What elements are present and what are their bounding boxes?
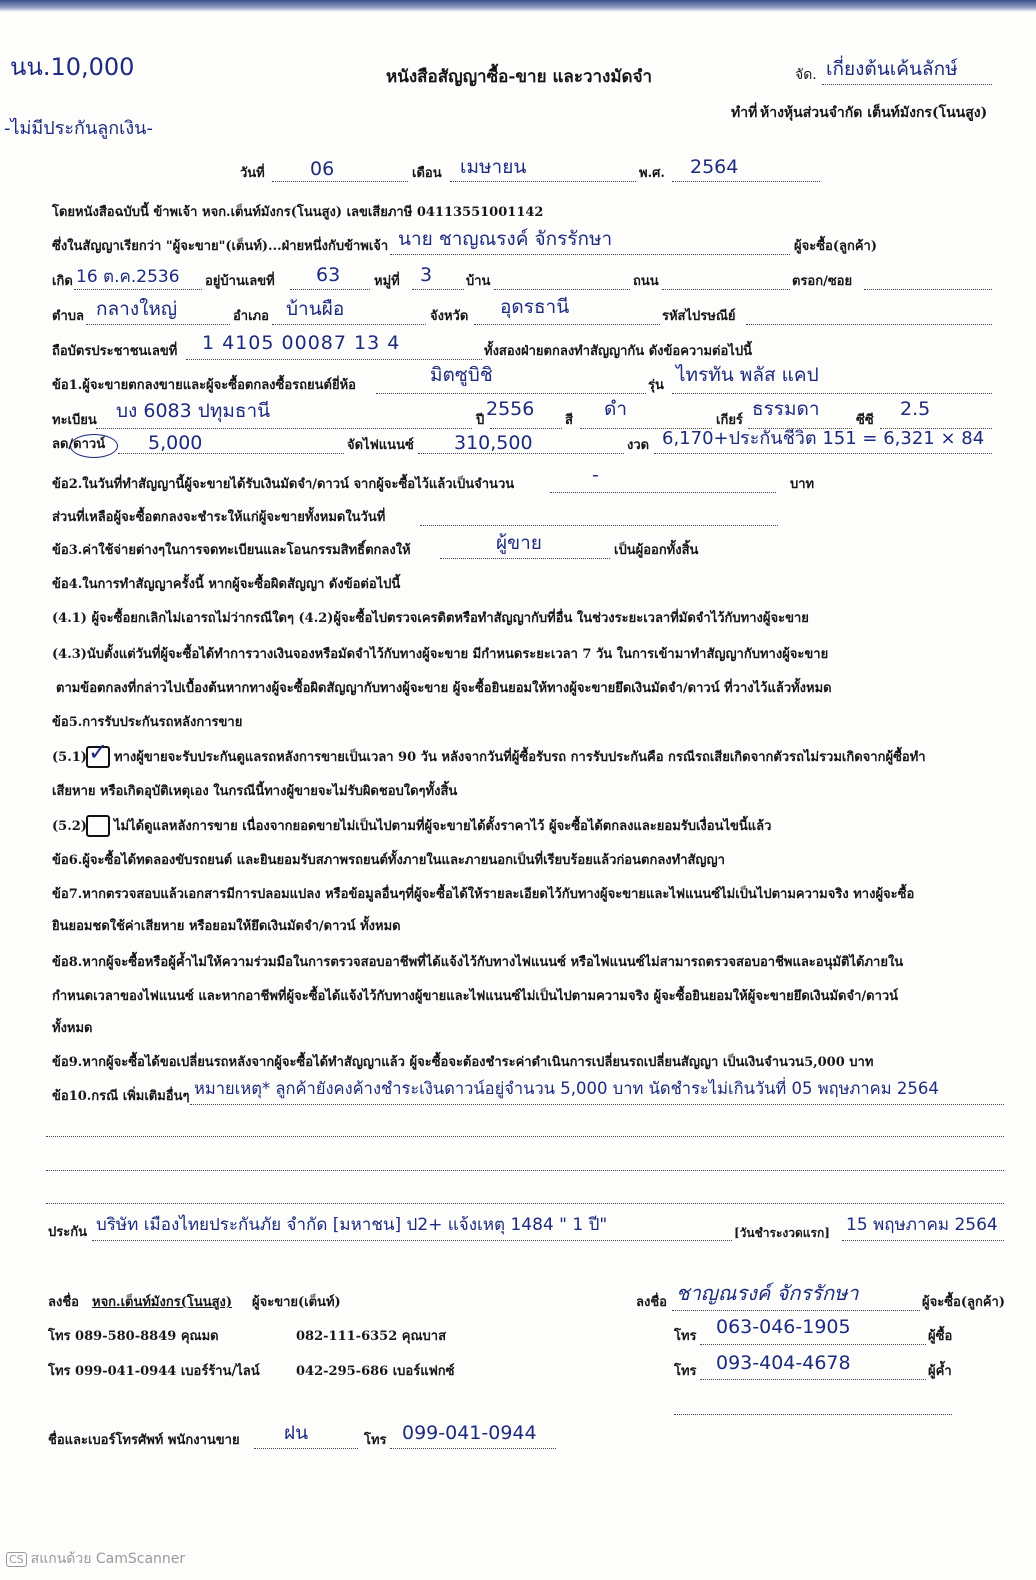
insurance-line (92, 1240, 732, 1241)
district-value: บ้านผือ (286, 298, 345, 320)
finance-value: 310,500 (454, 432, 533, 454)
clause5: ข้อ5.การรับประกันรถหลังการขาย (52, 715, 243, 730)
birth-line (74, 289, 202, 290)
month-line (450, 181, 636, 182)
down-value: 5,000 (148, 432, 203, 454)
village-line (494, 289, 630, 290)
id-label: ถือบัตรประชาชนเลขที่ (52, 344, 178, 359)
clause2a-value: - (592, 464, 599, 486)
clause5-2-checkbox[interactable] (86, 815, 110, 837)
house-no-line (290, 289, 370, 290)
buyer-tel-role: ผู้ซื้อ (928, 1329, 953, 1344)
cc-label: ซีซี (856, 413, 874, 428)
village-label: บ้าน (466, 274, 491, 289)
clause2a-unit: บาท (790, 477, 815, 492)
province-label: จังหวัด (430, 309, 469, 324)
subdistrict-value: กลางใหญ่ (96, 298, 178, 320)
clause8c: ทั้งหมด (52, 1021, 93, 1036)
road-label: ถนน (633, 274, 659, 289)
clause5-1b: เสียหาย หรือเกิดอุบัติเหตุเอง ในกรณีนี้ทางผู้ขายจะไม่รับผิดชอบใดๆทั้งสิ้น (52, 784, 458, 799)
clause4-3: (4.3)นับตั้งแต่วันที่ผู้จะซื้อได้ทำการวางเงินจองหรือมัดจำไว้กับทางผู้จะขาย มีกำหนดระยะเวลา 7 วัน ในการเข้ามาทำสัญญากับทางผู้จะขาย (52, 647, 829, 662)
buyer-signature: ชาญณรงค์ จักรรักษา (676, 1281, 859, 1305)
insurance-value: บริษัท เมืองไทยประกันภัย จำกัด [มหาชน] ป2+ แจ้งเหตุ 1484 " 1 ปี" (96, 1215, 608, 1235)
guarantor-tel-role: ผู้ค้ำ (928, 1364, 952, 1379)
year-car-line (490, 428, 562, 429)
seller-role: ผู้จะขาย(เต็นท์) (252, 1295, 341, 1310)
clause2b: ส่วนที่เหลือผู้จะซื้อตกลงจะชำระให้แก่ผู้จะขายทั้งหมดในวันที่ (52, 510, 386, 525)
installment-line (654, 453, 992, 454)
note-left: นน.10,000 (10, 53, 135, 81)
year-value: 2564 (690, 156, 739, 178)
installment-label: งวด (627, 438, 650, 453)
blank-line-2 (46, 1170, 1004, 1171)
staff-tel-line (390, 1448, 556, 1449)
buyer-label: ผู้จะซื้อ(ลูกค้า) (794, 239, 877, 254)
staff-tel: 099-041-0944 (402, 1422, 537, 1444)
alley-label: ตรอก/ซอย (792, 274, 853, 289)
phone-2: 082-111-6352 คุณบาส (296, 1329, 447, 1344)
district-label: อำเภอ (233, 309, 269, 324)
staff-name-line (254, 1448, 358, 1449)
house-no-value: 63 (316, 264, 341, 286)
month-value: เมษายน (460, 156, 527, 178)
buyer-sign-line (672, 1310, 920, 1311)
car-model: ไทรทัน พลัส แคป (676, 364, 819, 386)
day-line (272, 181, 408, 182)
note-left-2: -ไม่มีประกันลูกเงิน- (4, 118, 153, 139)
staff-name: ฝน (284, 1422, 309, 1444)
year-line (672, 181, 820, 182)
clause1-label: ข้อ1.ผู้จะขายตกลงขายและผู้จะซื้อตกลงซื้อรถยนต์ยี่ห้อ (52, 378, 356, 393)
postal-label: รหัสไปรษณีย์ (662, 309, 736, 324)
month-label: เดือน (412, 166, 442, 181)
clause5-1-prefix: (5.1) (52, 750, 87, 765)
car-cc: 2.5 (900, 398, 931, 420)
clause8: ข้อ8.หากผู้จะซื้อหรือผู้ค้ำไม่ให้ความร่วมมือในการตรวจสอบอาชีพที่ได้แจ้งไว้กับทางไฟแนนซ์ หรือไฟแนนซ์ไม่สามารถตรวจสอบอาชีพและอนุมัติได้ภายใน (52, 955, 904, 970)
seller-name: หจก.เต็นท์มังกร(โนนสูง) (92, 1295, 233, 1310)
birth-value: 16 ต.ค.2536 (76, 267, 180, 287)
clause10-label: ข้อ10.กรณี เพิ่มเติมอื่นๆ (52, 1089, 190, 1104)
day-label: วันที่ (240, 166, 265, 181)
buyer-name: นาย ชาญณรงค์ จักรรักษา (398, 228, 613, 250)
subdistrict-line (86, 324, 230, 325)
road-line (662, 289, 790, 290)
alley-line (864, 289, 992, 290)
car-color: ดำ (604, 398, 628, 420)
document-title: หนังสือสัญญาซื้อ-ขาย และวางมัดจำ (386, 67, 653, 87)
clause5-1: ทางผู้ขายจะรับประกันดูแลรถหลังการขายเป็นเวลา 90 วัน หลังจากวันที่ผู้ซื้อรับรถ การรับประกันคือ กรณีรถเสียเกิดจากตัวรถไม่รวมเกิดจากผู้ซื้อทำ (114, 750, 926, 765)
model-line (672, 393, 992, 394)
phone-4: 042-295-686 เบอร์แฟกซ์ (296, 1364, 455, 1379)
clause3-tail: เป็นผู้ออกทั้งสิ้น (614, 543, 699, 558)
clause2b-line (420, 525, 778, 526)
clause3: ข้อ3.ค่าใช้จ่ายต่างๆในการจดทะเบียนและโอนกรรมสิทธิ์ตกลงให้ (52, 543, 411, 558)
checkmark-icon: ✓ (88, 738, 109, 766)
car-gear: ธรรมดา (752, 398, 820, 420)
down-label: ลด/ดาวน์ (52, 437, 106, 452)
clause7b: ยินยอมชดใช้ค่าเสียหาย หรือยอมให้ยึดเงินมัดจำ/ดาวน์ ทั้งหมด (52, 919, 401, 934)
recorder-value: เกี่ยงต้นเค้นลักษ์ (826, 58, 958, 80)
clause6: ข้อ6.ผู้จะซื้อได้ทดลองขับรถยนต์ และยินยอมรับสภาพรถยนต์ทั้งภายในและภายนอกเป็นที่เรียบร้อยแล้วก่อนตกลงทำสัญญา (52, 853, 725, 868)
clause5-2: ไม่ได้ดูแลหลังการขาย เนื่องจากยอดขายไม่เป็นไปตามที่ผู้จะขายได้ตั้งราคาไว้ ผู้จะซื้อได้ตกลงและยอมรับเงื่อนไขนี้แล้ว (114, 819, 772, 834)
intro-line: โดยหนังสือฉบับนี้ ข้าพเจ้า หจก.เต็นท์มังกร(โนนสูง) เลขเสียภาษี 04113551001142 (52, 205, 544, 220)
seller-phrase: ซึ่งในสัญญาเรียกว่า "ผู้จะขาย"(เต็นท์)...ฝ่ายหนึ่งกับข้าพเจ้า (52, 239, 389, 254)
seller-sign-label: ลงชื่อ (48, 1295, 79, 1310)
recorder-label: จัด. (795, 67, 817, 83)
car-year: 2556 (486, 398, 535, 420)
recorder-line (822, 84, 992, 85)
clause9: ข้อ9.หากผู้จะซื้อได้ขอเปลี่ยนรถหลังจากผู้จะซื้อได้ทำสัญญาแล้ว ผู้จะซื้อจะต้องชำระค่าดำเนินการเปลี่ยนรถเปลี่ยนสัญญา เป็นเงินจำนวน5,000 บาท (52, 1055, 874, 1070)
plate-label: ทะเบียน (52, 413, 97, 428)
moo-line (412, 289, 464, 290)
clause7: ข้อ7.หากตรวจสอบแล้วเอกสารมีการปลอมแปลง หรือข้อมูลอื่นๆที่ผู้จะซื้อได้ให้รายละเอียดไว้กับทางผู้จะขายและไฟแนนซ์ไม่เป็นไปตามความจริง ทางผู้จะซื้อ (52, 887, 915, 902)
postal-line (746, 324, 992, 325)
buyer-tel: 063-046-1905 (716, 1316, 851, 1338)
guarantor-tel-label: โทร (674, 1364, 697, 1379)
camscanner-watermark (6, 1548, 185, 1570)
car-brand: มิตซูบิชิ (430, 364, 493, 386)
moo-label: หมู่ที่ (374, 274, 400, 289)
buyer-tel-line (700, 1344, 926, 1345)
day-value: 06 (310, 158, 335, 180)
camscanner-text: สแกนด้วย CamScanner (30, 1551, 186, 1567)
year-car-label: ปี (476, 413, 485, 428)
province-value: อุดรธานี (500, 296, 570, 318)
clause5-2-prefix: (5.2) (52, 819, 87, 834)
year-label: พ.ศ. (639, 166, 665, 181)
phone-3: โทร 099-041-0944 เบอร์ร้าน/ไลน์ (48, 1364, 260, 1379)
buyer-tel-label: โทร (674, 1329, 697, 1344)
id-tail: ทั้งสองฝ่ายตกลงทำสัญญากัน ดังข้อความต่อไปนี้ (484, 344, 752, 359)
buyer-role: ผู้จะซื้อ(ลูกค้า) (922, 1295, 1005, 1310)
buyer-sign-label: ลงชื่อ (636, 1295, 667, 1310)
place-value: ห้างหุ้นส่วนจำกัด เต็นท์มังกร(โนนสูง) (760, 105, 988, 121)
province-line (474, 324, 660, 325)
first-due-line (842, 1240, 1004, 1241)
gear-label: เกียร์ (716, 413, 743, 428)
first-due-label: [วันชำระงวดแรก] (734, 1226, 830, 1240)
id-line (186, 359, 482, 360)
color-label: สี (565, 413, 573, 428)
extra-sign-line (674, 1414, 952, 1415)
blank-line-1 (46, 1136, 1004, 1137)
clause2a: ข้อ2.ในวันที่ทำสัญญานี้ผู้จะขายได้รับเงินมัดจำ/ดาวน์ จากผู้จะซื้อไว้แล้วเป็นจำนวน (52, 477, 515, 492)
staff-label: ชื่อและเบอร์โทรศัพท์ พนักงานขาย (48, 1433, 240, 1448)
clause3-value: ผู้ขาย (496, 532, 542, 554)
buyer-name-line (390, 254, 790, 255)
clause8b: กำหนดเวลาของไฟแนนซ์ และหากอาชีพที่ผู้จะซื้อได้แจ้งไว้กับทางผู้ขายและไฟแนนซ์ไม่เป็นไปตามความจริง ผู้จะซื้อยินยอมให้ผู้จะขายยึดเงินมัดจำ/ดาวน์ (52, 989, 899, 1004)
clause4-1: (4.1) ผู้จะซื้อยกเลิกไม่เอารถไม่ว่ากรณีใดๆ (4.2)ผู้จะซื้อไปตรวจเครดิตหรือทำสัญญากับที่อื่น ในช่วงระยะเวลาที่มัดจำไว้กับทางผู้จะขาย (52, 611, 809, 626)
phone-1: โทร 089-580-8849 คุณมด (48, 1329, 219, 1344)
guarantor-tel: 093-404-4678 (716, 1352, 851, 1374)
plate-line (96, 428, 472, 429)
first-due-value: 15 พฤษภาคม 2564 (846, 1215, 998, 1235)
blank-line-3 (46, 1203, 1004, 1204)
clause4: ข้อ4.ในการทำสัญญาครั้งนี้ หากผู้จะซื้อผิดสัญญา ดังข้อต่อไปนี้ (52, 577, 401, 592)
finance-label: จัดไฟแนนซ์ (347, 438, 414, 453)
moo-value: 3 (420, 264, 433, 286)
clause10-line (190, 1104, 1004, 1105)
birth-label: เกิด (52, 274, 73, 289)
district-line (272, 324, 426, 325)
car-plate: บง 6083 ปทุมธานี (116, 400, 271, 422)
clause4-3b: ตามข้อตกลงที่กล่าวไปเบื้องต้นหากทางผู้จะซื้อผิดสัญญากับทางผู้จะขาย ผู้จะซื้อยินยอมให้ทางผู้จะขายยึดเงินมัดจำ/ดาวน์ ที่วางไว้แล้วทั้งหมด (56, 681, 832, 696)
insurance-label: ประกัน (48, 1225, 87, 1240)
house-no-label: อยู่บ้านเลขที่ (205, 274, 275, 289)
clause10-value: หมายเหตุ* ลูกค้ายังคงค้างชำระเงินดาวน์อยู่จำนวน 5,000 บาท นัดชำระไม่เกินวันที่ 05 พฤษภาคม 2564 (194, 1079, 939, 1098)
place-label: ทำที่ (731, 105, 758, 121)
subdistrict-label: ตำบล (52, 309, 84, 324)
brand-line (376, 393, 646, 394)
clause3-line (440, 558, 610, 559)
camscanner-logo-icon: CS (6, 1552, 27, 1567)
installment-value: 6,170+ประกันชีวิต 151 = 6,321 × 84 (662, 428, 985, 449)
model-label: รุ่น (648, 378, 664, 393)
id-value: 1 4105 00087 13 4 (202, 332, 401, 354)
guarantor-tel-line (700, 1379, 926, 1380)
clause2a-line (550, 492, 776, 493)
scan-top-edge (0, 0, 1036, 12)
staff-tel-label: โทร (364, 1433, 387, 1448)
